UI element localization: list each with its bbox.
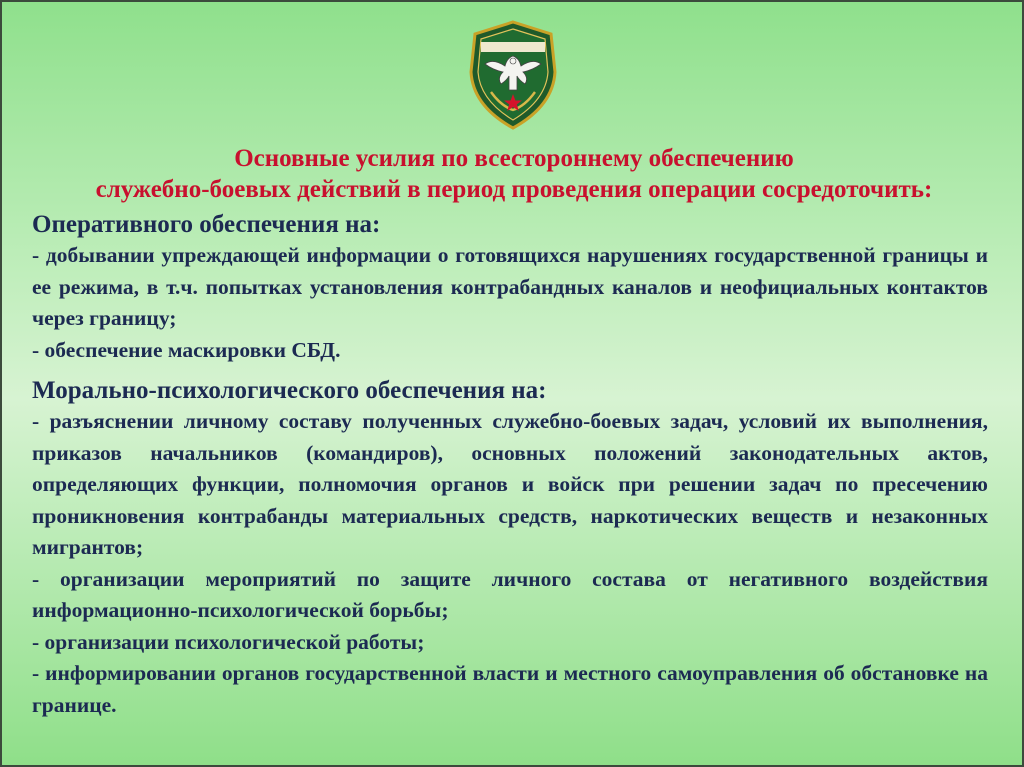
border-guard-shield-emblem-icon	[463, 20, 563, 132]
list-item: - организации мероприятий по защите личного состава от негативного воздействия информационно-психологической борьбы;	[32, 566, 988, 622]
section-moral-psychological-support	[32, 375, 988, 721]
list-item: - обеспечение маскировки СБД.	[32, 337, 341, 362]
section-title: Морально-психологического обеспечения на:	[32, 377, 547, 404]
heading-line-1: Основные усилия по всестороннему обеспечению	[234, 145, 794, 172]
list-item: - информировании органов государственной власти и местного самоуправления об обстановке на границе.	[32, 661, 988, 717]
slide-heading	[32, 143, 996, 205]
section-operative-support	[32, 209, 988, 366]
section-title: Оперативного обеспечения на:	[32, 211, 381, 238]
heading-line-2: служебно-боевых действий в период проведения операции сосредоточить:	[95, 176, 933, 203]
list-item: - добывании упреждающей информации о готовящихся нарушениях государственной границы и ее режима, в т.ч. попытках установления контрабандных каналов и неофициальных контактов через границу;	[32, 243, 988, 330]
list-item: - разъяснении личному составу полученных служебно-боевых задач, условий их выполнения, приказов начальников (командиров), основных положений законодательных актов, определяющих функции, полномочия органов и войск при решении задач по пресечению проникновения контрабанды материальных средств, наркотических веществ и незаконных мигрантов;	[32, 409, 988, 559]
list-item: - организации психологической работы;	[32, 629, 425, 654]
